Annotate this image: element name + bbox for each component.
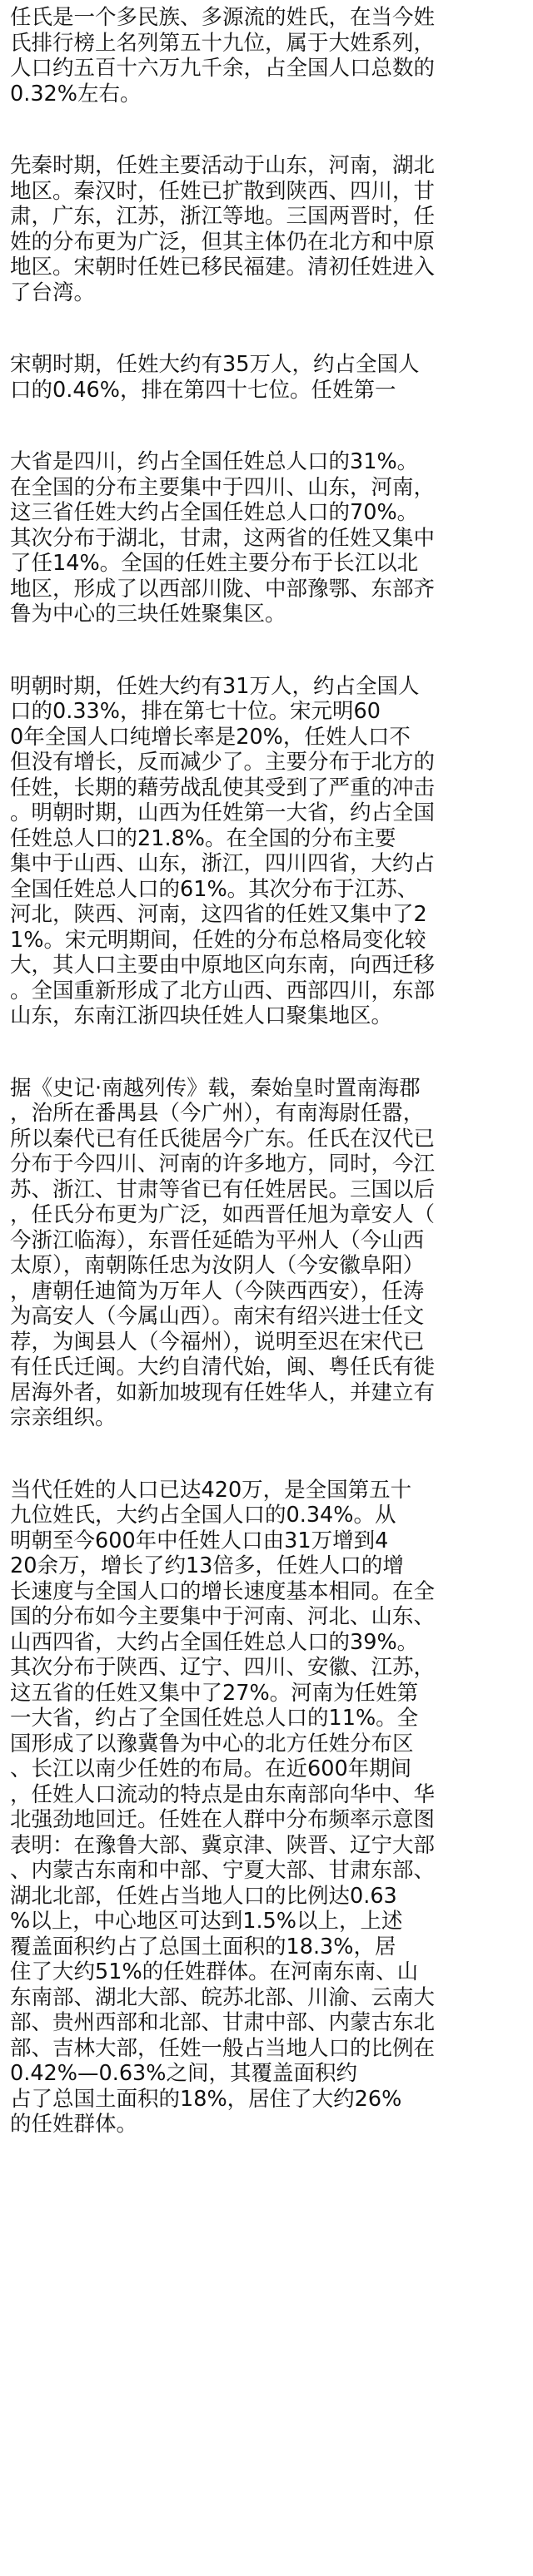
text-line: 明朝至今600年中任姓人口由31万增到4 <box>10 1528 389 1553</box>
text-line: 国形成了以豫冀鲁为中心的北方任姓分布区 <box>10 1731 414 1756</box>
text-line: %以上，中心地区可达到1.5%以上，上述 <box>10 1909 403 1934</box>
text-line: 占了总国土面积的18%，居住了大约26% <box>10 2086 402 2112</box>
text-line: 有任氏迁闽。大约自清代始，闽、粤任氏有徙 <box>10 1355 436 1380</box>
text-line: ，任氏分布更为广泛，如西晋任旭为章安人（ <box>10 1202 436 1227</box>
text-line: 0年全国人口纯增长率是20%，任姓人口不 <box>10 724 411 750</box>
text-line: 这五省的任姓又集中了27%。河南为任姓第 <box>10 1680 419 1706</box>
text-line: 。全国重新形成了北方山西、西部四川，东部 <box>10 978 436 1003</box>
text-line: 山西四省，大约占全国任姓总人口的39%。 <box>10 1629 419 1655</box>
paragraph-5 <box>10 674 521 1029</box>
text-line: 苏、浙江、甘肃等省已有任姓居民。三国以后 <box>10 1177 436 1202</box>
text-line: 部、贵州西部和北部、甘肃中部、内蒙古东北 <box>10 2010 436 2035</box>
text-line: 明朝时期，任姓大约有31万人，约占全国人 <box>10 673 420 699</box>
text-line: 。明朝时期，山西为任姓第一大省，约占全国 <box>10 800 436 825</box>
text-line: 但没有增长，反而减少了。主要分布于北方的 <box>10 750 436 775</box>
text-line: 为高安人（今属山西）。南宋有绍兴进士任文 <box>10 1304 425 1329</box>
text-line: 当代任姓的人口已达420万，是全国第五十 <box>10 1477 412 1503</box>
text-line: 宋朝时期，任姓大约有35万人，约占全国人 <box>10 352 420 377</box>
text-line: 肃，广东，江苏，浙江等地。三国两晋时，任 <box>10 204 436 229</box>
paragraph-4 <box>10 449 521 627</box>
text-line: 国的分布如今主要集中于河南、河北、山东、 <box>10 1604 436 1629</box>
text-line: 宗亲组织。 <box>10 1405 117 1430</box>
text-line: 地区。宋朝时任姓已移民福建。清初任姓进入 <box>10 255 436 280</box>
text-line: 据《史记·南越列传》载，秦始皇时置南海郡 <box>10 1075 421 1101</box>
paragraph-1 <box>10 5 521 107</box>
text-line: 20余万，增长了约13倍多，任姓人口的增 <box>10 1553 404 1578</box>
text-line: 0.42%—0.63%之间，其覆盖面积约 <box>10 2061 358 2086</box>
text-line: 居海外者，如新加坡现有任姓华人，并建立有 <box>10 1380 436 1405</box>
text-line: 的任姓群体。 <box>10 2112 138 2137</box>
text-line: 分布于今四川、河南的许多地方，同时，今江 <box>10 1152 436 1177</box>
text-line: 口的0.33%，排在第七十位。宋元明60 <box>10 699 381 724</box>
text-line: 、内蒙古东南和中部、宁夏大部、甘肃东部、 <box>10 1858 436 1883</box>
text-line: 九位姓氏，大约占全国人口的0.34%。从 <box>10 1503 396 1528</box>
text-line: 今浙江临海），东晋任延皓为平州人（今山西 <box>10 1227 425 1253</box>
text-line: 在全国的分布主要集中于四川、山东，河南， <box>10 474 436 500</box>
text-line: 大省是四川，约占全国任姓总人口的31%。 <box>10 449 419 474</box>
text-line: 全国任姓总人口的61%。其次分布于江苏、 <box>10 876 419 902</box>
text-line: ，治所在番禺县（今广州），有南海尉任嚣， <box>10 1101 425 1126</box>
text-line: 其次分布于陕西、辽宁、四川、安徽、江苏， <box>10 1655 436 1680</box>
paragraph-2 <box>10 153 521 305</box>
text-line: 覆盖面积约占了总国土面积的18.3%，居 <box>10 1934 396 1959</box>
text-line: 任姓总人口的21.8%。在全国的分布主要 <box>10 825 396 851</box>
text-line: 、长江以南少任姓的布局。在近600年期间 <box>10 1756 412 1781</box>
text-line: 太原），南朝陈任忠为汝阴人（今安徽阜阳） <box>10 1253 425 1278</box>
text-line: 鲁为中心的三块任姓聚集区。 <box>10 602 286 627</box>
text-line: 1%。宋元明期间，任姓的分布总格局变化较 <box>10 927 426 953</box>
paragraph-3 <box>10 352 521 403</box>
text-line: 姓的分布更为广泛，但其主体仍在北方和中原 <box>10 229 436 255</box>
text-line: 地区，形成了以西部川陇、中部豫鄂、东部齐 <box>10 576 436 602</box>
paragraph-6 <box>10 1076 521 1431</box>
text-line: 山东，东南江浙四块任姓人口聚集地区。 <box>10 1003 393 1028</box>
text-line: 人口约五百十六万九千余，占全国人口总数的 <box>10 56 436 81</box>
text-line: 部、吉林大部，任姓一般占当地人口的比例在 <box>10 2035 436 2061</box>
text-line: 集中于山西、山东，浙江，四川四省，大约占 <box>10 851 436 876</box>
text-line: 大，其人口主要由中原地区向东南，向西迁移 <box>10 953 436 978</box>
text-line: 东南部、湖北大部、皖苏北部、川渝、云南大 <box>10 1984 436 2010</box>
text-line: ，任姓人口流动的特点是由东南部向华中、华 <box>10 1781 436 1807</box>
text-line: 了台湾。 <box>10 280 96 305</box>
text-line: 住了大约51%的任姓群体。在河南东南、山 <box>10 1959 419 1984</box>
text-line: 了任14%。全国的任姓主要分布于长江以北 <box>10 551 419 576</box>
text-line: 氏排行榜上名列第五十九位，属于大姓系列， <box>10 30 436 56</box>
paragraph-7 <box>10 1478 521 2138</box>
text-line: ，唐朝任迪简为万年人（今陕西西安），任涛 <box>10 1278 425 1304</box>
text-line: 任氏是一个多民族、多源流的姓氏，在当今姓 <box>10 5 436 30</box>
text-line: 一大省，约占了全国任姓总人口的11%。全 <box>10 1706 419 1731</box>
text-line: 表明：在豫鲁大部、冀京津、陕晋、辽宁大部 <box>10 1832 436 1858</box>
text-line: 河北，陕西、河南，这四省的任姓又集中了2 <box>10 902 427 927</box>
text-line: 所以秦代已有任氏徙居今广东。任氏在汉代已 <box>10 1126 436 1152</box>
text-line: 荐，为闽县人（今福州），说明至迟在宋代已 <box>10 1329 425 1355</box>
text-line: 地区。秦汉时，任姓已扩散到陕西、四川，甘 <box>10 178 436 204</box>
text-line: 北强劲地回迁。任姓在人群中分布频率示意图 <box>10 1807 436 1832</box>
text-line: 其次分布于湖北，甘肃，这两省的任姓又集中 <box>10 525 436 551</box>
text-line: 长速度与全国人口的增长速度基本相同。在全 <box>10 1578 436 1604</box>
text-line: 0.32%左右。 <box>10 81 142 107</box>
text-line: 口的0.46%，排在第四十七位。任姓第一 <box>10 377 396 403</box>
text-line: 任姓，长期的藉劳战乱使其受到了严重的冲击 <box>10 775 436 800</box>
text-line: 湖北北部，任姓占当地人口的比例达0.63 <box>10 1883 397 1909</box>
text-line: 先秦时期，任姓主要活动于山东，河南，湖北 <box>10 153 436 178</box>
text-line: 这三省任姓大约占全国任姓总人口的70%。 <box>10 500 419 525</box>
